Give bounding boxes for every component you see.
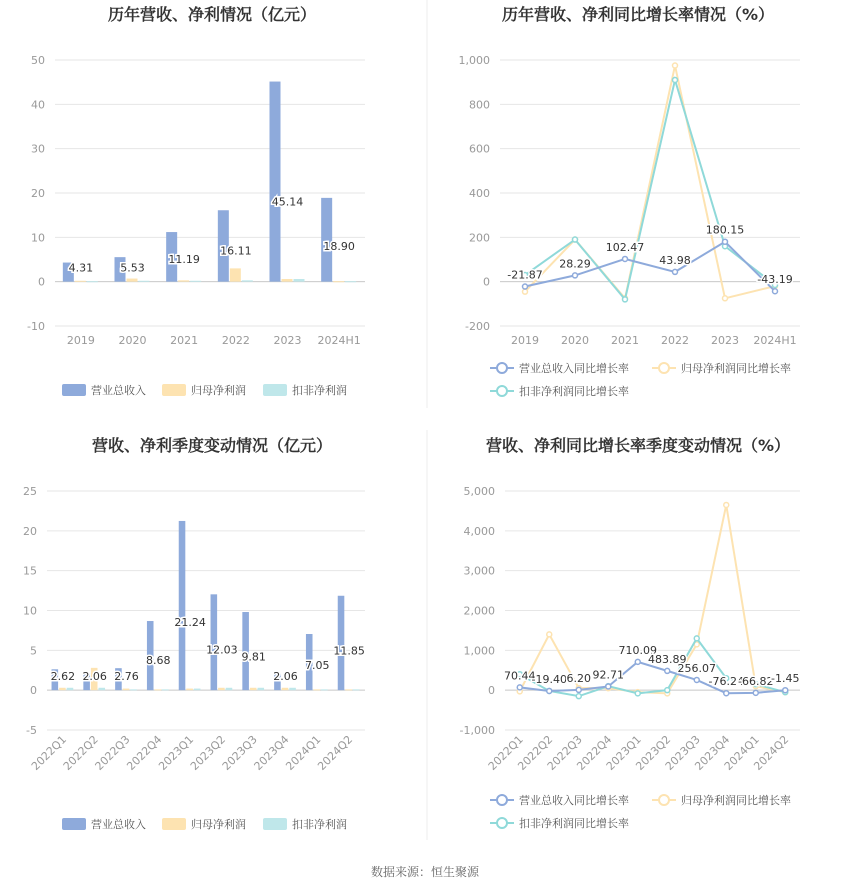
bar-net-profit (75, 281, 86, 282)
y-tick-label: 0 (38, 275, 45, 289)
bar-deducted-profit (190, 281, 201, 282)
legend-label: 扣非净利润同比增长率 (519, 817, 629, 830)
legend-item[interactable] (490, 361, 629, 375)
legend-marker (659, 795, 669, 805)
legend-label: 扣非净利润 (292, 384, 347, 397)
legend-label: 扣非净利润 (292, 818, 347, 831)
y-tick-label: 5,000 (463, 485, 495, 498)
legend-item[interactable] (490, 384, 629, 398)
data-label: 92.71 (592, 668, 624, 682)
series-point (523, 284, 528, 289)
y-tick-label: 2,000 (463, 604, 495, 618)
data-label: 710.09 (618, 643, 657, 657)
bar-deducted-profit (87, 281, 98, 282)
x-tick-label: 2021 (611, 334, 639, 347)
x-tick-label: 2022 (221, 334, 250, 347)
data-label: 7.05 (305, 658, 330, 672)
x-tick-label: 2023Q2 (633, 732, 674, 773)
legend-marker (497, 386, 507, 396)
series-point (673, 269, 678, 274)
bar-net-profit (178, 280, 189, 281)
data-label: -19.40 (531, 672, 567, 686)
x-tick-label: 2023Q4 (251, 732, 292, 773)
x-tick-label: 2019 (66, 334, 95, 347)
annual-bar-title: 历年营收、净利情况（亿元） (107, 5, 317, 24)
legend-swatch (263, 818, 287, 830)
x-tick-label: 2022 (661, 334, 689, 347)
x-tick-label: 2023Q3 (219, 732, 260, 773)
x-tick-label: 2020 (561, 334, 589, 347)
series-point (673, 63, 678, 68)
x-tick-label: 2021 (170, 334, 199, 347)
bar-net-profit (186, 689, 193, 691)
legend-label: 扣非净利润同比增长率 (519, 385, 629, 398)
legend-swatch (162, 818, 186, 830)
x-tick-label: 2024Q1 (283, 732, 324, 773)
bar-net-profit (230, 268, 241, 281)
annual-bar-chart (27, 5, 365, 397)
data-label: 11.85 (333, 644, 365, 658)
y-tick-label: 20 (31, 187, 45, 200)
series-point (517, 685, 522, 690)
quarterly-bar-title: 营收、净利季度变动情况（亿元） (91, 436, 333, 455)
bar-deducted-profit (130, 689, 137, 690)
data-label: 5.53 (120, 261, 145, 275)
series-point (523, 289, 528, 294)
x-tick-label: 2022Q4 (124, 732, 165, 773)
bar-net-profit (127, 279, 138, 282)
data-label: 21.24 (174, 615, 206, 629)
series-point (723, 239, 728, 244)
bar-net-profit (218, 688, 225, 690)
data-label: -43.19 (757, 273, 793, 287)
data-label: 2.06 (82, 670, 107, 684)
source-label: 数据来源：恒生聚源 (370, 865, 480, 879)
y-tick-label: 10 (23, 604, 37, 618)
legend-item[interactable] (652, 793, 791, 807)
x-tick-label: 2023 (711, 334, 739, 347)
series-point (576, 694, 581, 699)
legend-marker (497, 795, 507, 805)
data-label: -21.87 (507, 268, 543, 282)
legend-label: 营业总收入同比增长率 (519, 794, 629, 807)
legend-label: 营业总收入 (91, 384, 146, 397)
x-tick-label: 2024Q1 (721, 732, 762, 773)
bar-net-profit (333, 281, 344, 282)
bar-deducted-profit (194, 689, 201, 691)
series-point (623, 297, 628, 302)
x-tick-label: 2022Q3 (544, 732, 585, 773)
data-label: 9.81 (241, 650, 266, 664)
bar-revenue (270, 82, 281, 282)
series-point (635, 659, 640, 664)
y-tick-label: 0 (483, 275, 490, 289)
legend-marker (497, 363, 507, 373)
bar-deducted-profit (67, 688, 74, 690)
y-tick-label: -1,000 (459, 724, 495, 737)
y-tick-label: 1,000 (458, 54, 490, 67)
legend-item[interactable] (490, 793, 629, 807)
series-point (694, 636, 699, 641)
bar-deducted-profit (139, 281, 150, 282)
x-tick-label: 2024H1 (317, 334, 361, 347)
legend-swatch (162, 384, 186, 396)
legend-label: 归母净利润同比增长率 (681, 362, 791, 375)
series-point (694, 677, 699, 682)
series-point (783, 688, 788, 693)
legend-label: 归母净利润 (191, 384, 246, 397)
x-tick-label: 2024Q2 (751, 732, 792, 773)
bar-deducted-profit (353, 689, 360, 690)
y-tick-label: 15 (23, 564, 37, 578)
y-tick-label: 25 (23, 485, 37, 498)
series-point (753, 690, 758, 695)
bar-deducted-profit (289, 688, 296, 690)
x-tick-label: 2023 (273, 334, 302, 347)
series-point (606, 684, 611, 689)
y-tick-label: 600 (469, 142, 490, 156)
x-tick-label: 2024Q2 (315, 732, 356, 773)
data-label: 2.76 (114, 670, 139, 684)
charts-group (23, 5, 800, 831)
bar-deducted-profit (321, 689, 328, 690)
bar-net-profit (250, 688, 257, 690)
data-label: 4.31 (68, 261, 94, 275)
series-point (724, 691, 729, 696)
x-tick-label: 2019 (511, 334, 539, 347)
y-tick-label: 200 (469, 231, 490, 245)
bar-net-profit (155, 689, 162, 690)
bar-deducted-profit (257, 688, 264, 690)
x-tick-label: 2023Q1 (603, 732, 644, 773)
y-tick-label: 20 (23, 524, 37, 538)
bar-net-profit (314, 689, 321, 690)
bar-deducted-profit (226, 688, 233, 690)
data-label: 11.19 (168, 252, 200, 266)
y-tick-label: 800 (469, 98, 490, 112)
series-point (673, 77, 678, 82)
legend-item[interactable] (162, 817, 246, 831)
quarterly-line-title: 营收、净利同比增长率季度变动情况（%） (485, 436, 791, 455)
y-tick-label: -200 (465, 320, 490, 333)
data-label: 2.62 (50, 670, 76, 684)
data-label: -1.45 (771, 672, 800, 686)
series-point (547, 688, 552, 693)
quarterly-bar-chart (23, 436, 365, 831)
data-label: -76.24 (708, 675, 744, 689)
y-tick-label: -10 (27, 320, 45, 333)
y-tick-label: -5 (26, 724, 37, 737)
y-tick-label: 10 (31, 231, 45, 245)
data-label: 180.15 (705, 223, 745, 237)
data-label: 6.20 (566, 671, 591, 685)
x-tick-label: 2022Q3 (92, 732, 133, 773)
legend-item[interactable] (263, 383, 347, 397)
series-point (635, 691, 640, 696)
legend-label: 营业总收入 (91, 818, 146, 831)
data-label: 483.89 (648, 652, 687, 666)
series-point (623, 256, 628, 261)
annual-line-chart (459, 5, 801, 398)
bar-net-profit (59, 688, 66, 690)
legend-item[interactable] (62, 383, 146, 397)
legend-swatch (62, 818, 86, 830)
x-tick-label: 2023Q4 (692, 732, 733, 773)
bar-deducted-profit (98, 688, 105, 690)
y-tick-label: 1,000 (463, 644, 495, 658)
y-tick-label: 40 (31, 98, 45, 112)
y-tick-label: 0 (30, 684, 37, 698)
bar-revenue (338, 596, 345, 690)
x-tick-label: 2023Q3 (662, 732, 703, 773)
data-label: 18.90 (323, 239, 355, 253)
x-tick-label: 2023Q2 (187, 732, 229, 773)
series-point (724, 502, 729, 507)
data-label: -66.82 (738, 674, 774, 688)
data-label: 43.98 (659, 253, 691, 267)
series-point (773, 289, 778, 294)
x-tick-label: 2022Q2 (60, 732, 101, 773)
data-label: 12.03 (206, 643, 238, 657)
x-tick-label: 2022Q4 (574, 732, 615, 773)
data-label: 28.29 (559, 257, 591, 271)
y-tick-label: 5 (30, 644, 37, 658)
data-label: 16.11 (220, 244, 252, 258)
legend-item[interactable] (263, 817, 347, 831)
y-tick-label: 50 (31, 54, 45, 67)
quarterly-line-chart (460, 436, 800, 830)
data-label: 256.07 (677, 661, 716, 675)
legend-item[interactable] (62, 817, 146, 831)
x-tick-label: 2022Q2 (515, 732, 556, 773)
legend-marker (497, 818, 507, 828)
y-tick-label: 3,000 (463, 564, 495, 578)
data-label: 70.44 (504, 669, 536, 683)
legend-swatch (263, 384, 287, 396)
bar-deducted-profit (162, 689, 169, 690)
data-label: 45.14 (271, 195, 304, 209)
legend-item[interactable] (490, 816, 629, 830)
bar-net-profit (282, 688, 289, 690)
legend-item[interactable] (652, 361, 791, 375)
legend-marker (659, 363, 669, 373)
series-point (576, 687, 581, 692)
bar-deducted-profit (242, 280, 253, 281)
y-tick-label: 400 (469, 187, 490, 200)
legend-swatch (62, 384, 86, 396)
y-tick-label: 30 (31, 142, 45, 156)
bar-deducted-profit (294, 279, 305, 282)
series-point (573, 273, 578, 278)
y-tick-label: 4,000 (463, 524, 495, 538)
x-tick-label: 2024H1 (753, 334, 797, 347)
x-tick-label: 2020 (118, 334, 147, 347)
x-tick-label: 2022Q1 (28, 732, 70, 773)
x-tick-label: 2022Q1 (485, 732, 526, 773)
data-label: 8.68 (146, 653, 171, 667)
series-point (665, 688, 670, 693)
bar-revenue (179, 521, 186, 690)
y-tick-label: 0 (488, 684, 495, 698)
data-label: 102.47 (605, 240, 645, 254)
annual-line-title: 历年营收、净利同比增长率情况（%） (501, 5, 775, 24)
bar-net-profit (123, 689, 130, 691)
bar-net-profit (282, 279, 293, 282)
bar-revenue (211, 594, 218, 690)
legend-label: 归母净利润 (191, 818, 246, 831)
series-point (547, 632, 552, 637)
series-point (723, 296, 728, 301)
x-tick-label: 2023Q1 (156, 732, 197, 773)
series-point (665, 668, 670, 673)
bar-net-profit (345, 689, 352, 690)
series-point (573, 237, 578, 242)
legend-item[interactable] (162, 383, 246, 397)
bar-deducted-profit (345, 281, 356, 282)
legend-label: 营业总收入同比增长率 (519, 362, 629, 375)
data-label: 2.06 (273, 670, 298, 684)
legend-label: 归母净利润同比增长率 (681, 794, 791, 807)
